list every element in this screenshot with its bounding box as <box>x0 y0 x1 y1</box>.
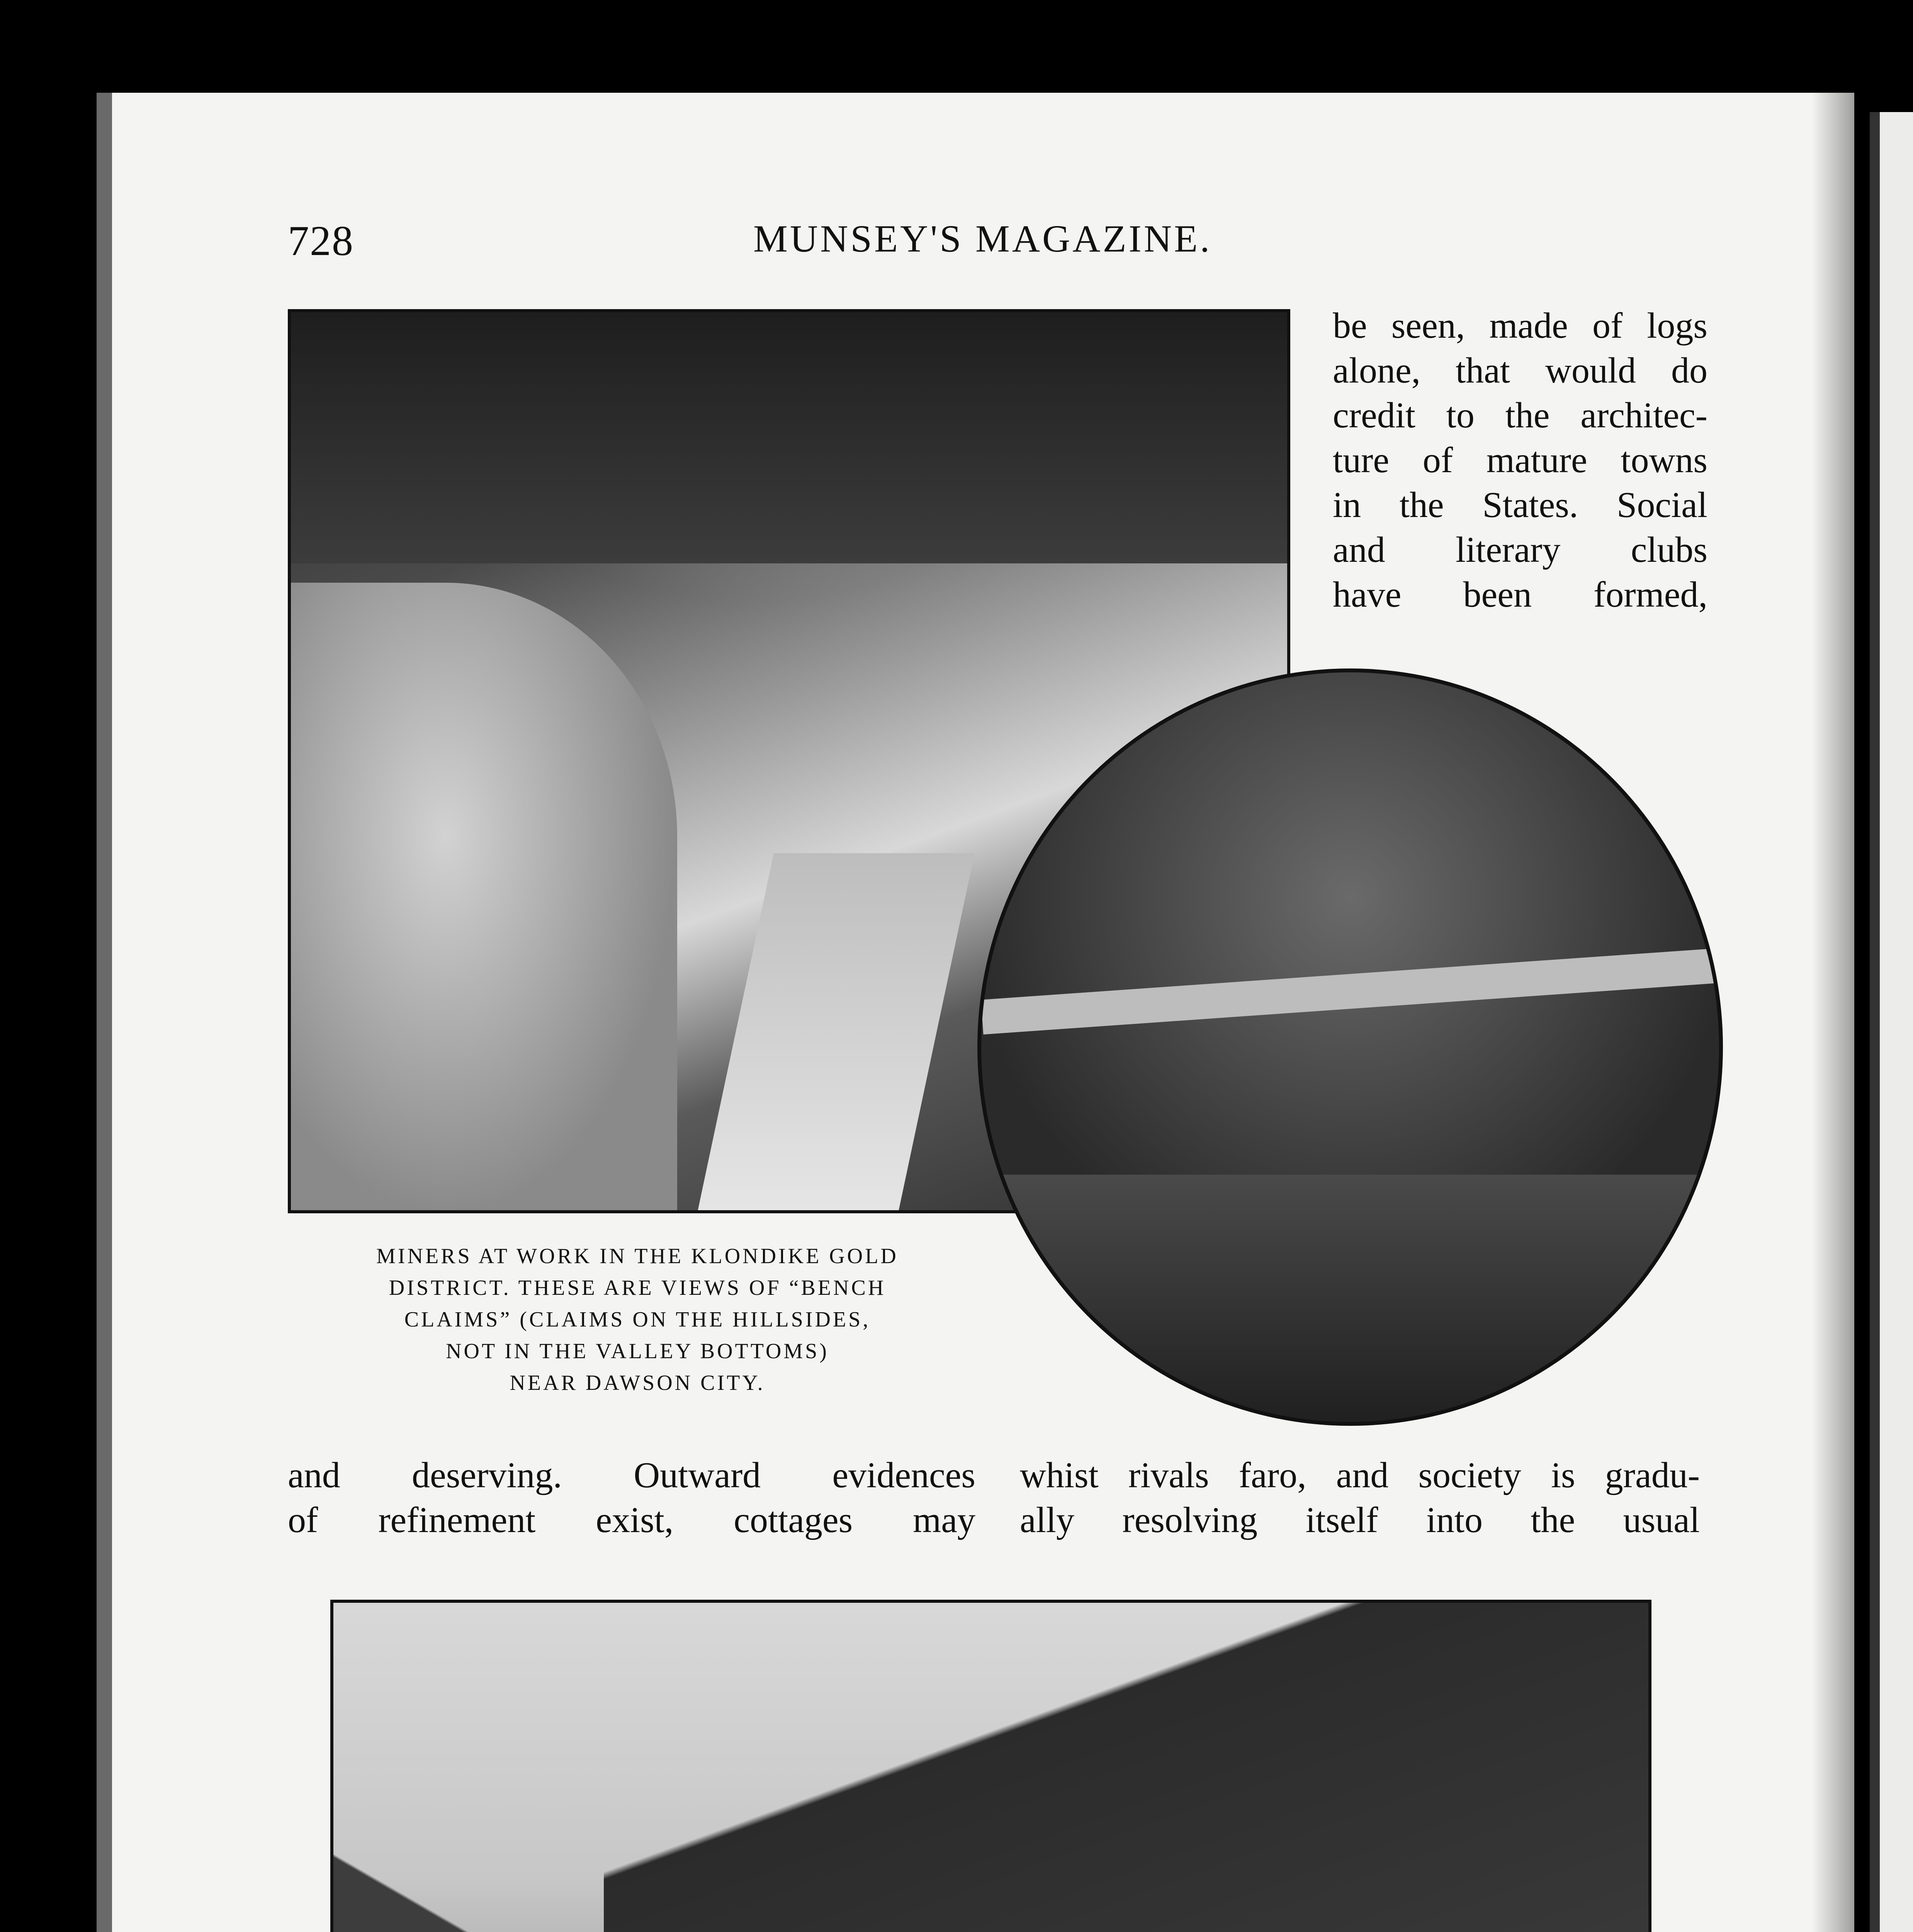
top-right-paragraph <box>1333 303 1707 617</box>
text-line: be seen, made of logs <box>1333 306 1707 346</box>
text-line: of refinement exist, cottages may <box>288 1500 975 1540</box>
forest-background <box>291 312 1290 563</box>
text-line: and deserving. Outward evidences <box>288 1455 975 1495</box>
page-gutter-shadow <box>1812 93 1854 1932</box>
caption-line: CLAIMS” (CLAIMS ON THE HILLSIDES, <box>404 1308 871 1332</box>
mining-photo-caption <box>288 1240 987 1399</box>
text-line: whist rivals faro, and society is gradu- <box>1020 1455 1700 1495</box>
gravel-hill <box>291 583 677 1213</box>
plank-ledge <box>981 948 1723 1034</box>
pit-floor <box>981 1175 1723 1426</box>
caption-line: NOT IN THE VALLEY BOTTOMS) <box>446 1339 829 1363</box>
text-line: alone, that would do <box>1333 350 1707 391</box>
running-head: MUNSEY'S MAGAZINE. <box>753 217 1212 260</box>
sluice-trench <box>697 853 975 1213</box>
mountain-slope <box>604 1603 1651 1932</box>
caption-line: DISTRICT. THESE ARE VIEWS OF “BENCH <box>389 1276 886 1300</box>
far-mountain <box>333 1804 604 1932</box>
right-column-text <box>1020 1453 1700 1543</box>
text-line: have been formed, <box>1333 575 1707 615</box>
lake-bennett-photo <box>330 1600 1651 1932</box>
circular-mining-photo <box>977 668 1723 1426</box>
text-line: credit to the architec- <box>1333 395 1707 435</box>
text-line: and literary clubs <box>1333 530 1707 570</box>
text-line: in the States. Social <box>1333 485 1707 525</box>
text-line: ally resolving itself into the usual <box>1020 1500 1700 1540</box>
caption-line: NEAR DAWSON CITY. <box>510 1371 765 1395</box>
page-number: 728 <box>288 217 354 264</box>
adjacent-page-edge <box>1870 112 1913 1932</box>
text-line: ture of mature towns <box>1333 440 1707 480</box>
caption-line: MINERS AT WORK IN THE KLONDIKE GOLD <box>376 1244 899 1268</box>
left-column-text <box>288 1453 975 1543</box>
